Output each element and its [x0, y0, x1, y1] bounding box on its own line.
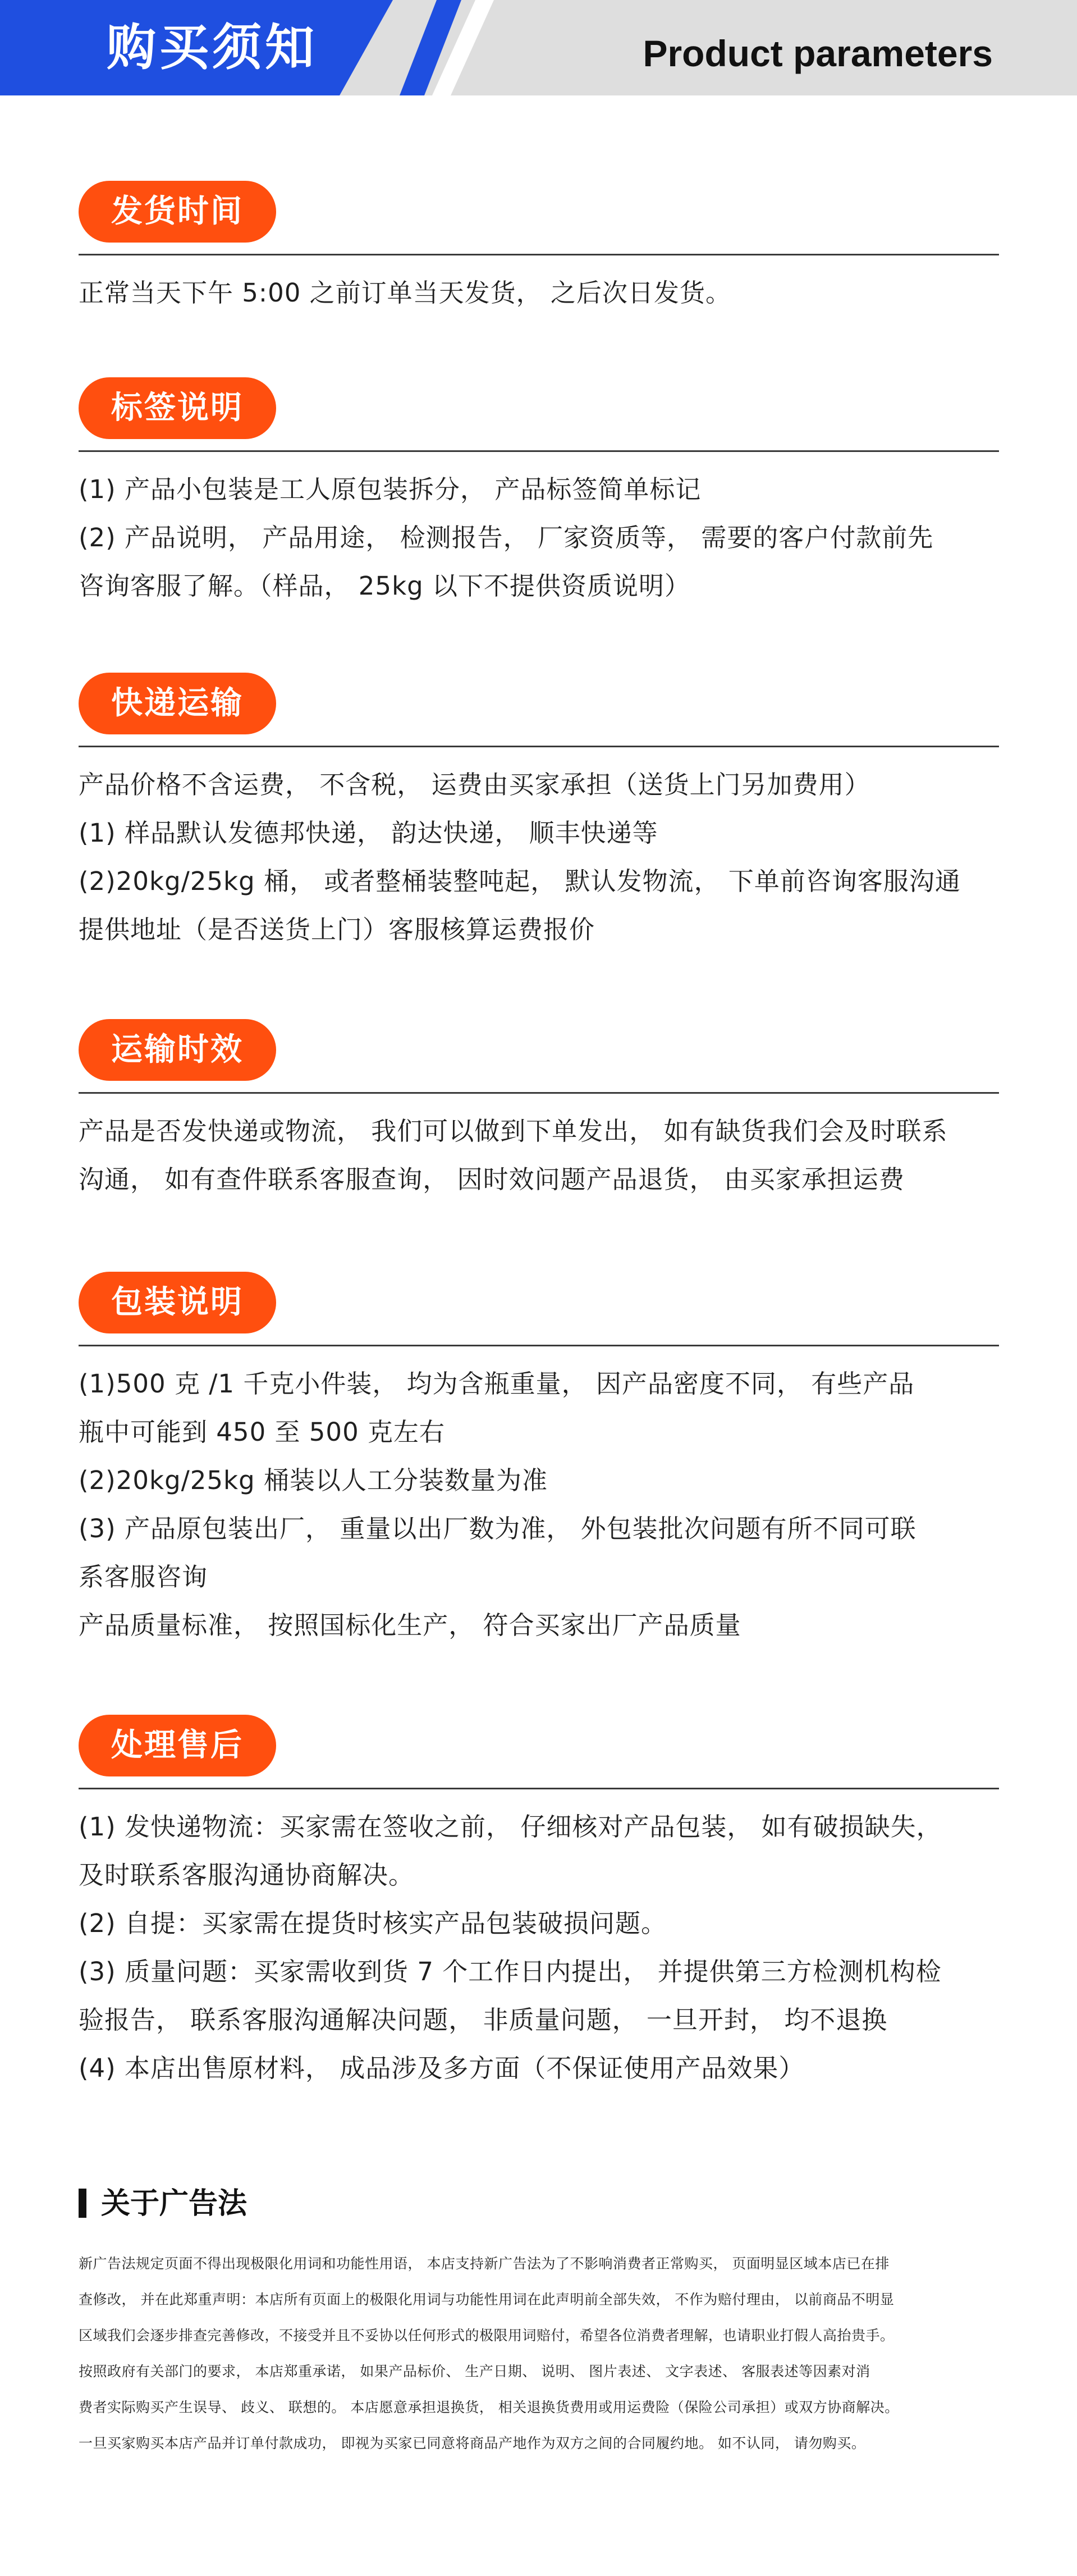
section-text-line: (2)20kg/25kg 桶， 或者整桶装整吨起， 默认发物流， 下单前咨询客服沟通: [79, 866, 961, 896]
section-text-line: (1)500 克 /1 千克小件装， 均为含瓶重量， 因产品密度不同， 有些产品: [79, 1369, 915, 1399]
ad-law-text-line: 一旦买家购买本店产品并订单付款成功， 即视为买家已同意将商品产地作为双方之间的合同履约地。 如不认同， 请勿购买。: [79, 2435, 866, 2451]
ad-law-text-line: 新广告法规定页面不得出现极限化用词和功能性用语， 本店支持新广告法为了不影响消费者正常购买， 页面明显区域本店已在排: [79, 2255, 890, 2272]
section-text-line: 系客服咨询: [79, 1562, 208, 1592]
section-packaging-info: [79, 1272, 999, 1650]
section-divider: [79, 1788, 999, 1789]
page-header: [0, 0, 1077, 95]
section-text-line: 瓶中可能到 450 至 500 克左右: [79, 1417, 445, 1447]
section-title-badge: 发货时间: [79, 181, 276, 243]
ad-law-body: [79, 2246, 1010, 2461]
page-title: 购买须知: [107, 19, 318, 76]
section-text-line: 产品质量标准， 按照国标化生产， 符合买家出厂产品质量: [79, 1610, 741, 1640]
ad-law-text-line: 查修改， 并在此郑重声明：本店所有页面上的极限化用词与功能性用词在此声明前全部失效， 不作为赔付理由， 以前商品不明显: [79, 2291, 895, 2308]
ad-law-notice: [79, 2184, 1010, 2461]
section-title-badge: 包装说明: [79, 1272, 276, 1333]
section-text-line: (1) 产品小包装是工人原包装拆分， 产品标签简单标记: [79, 474, 702, 504]
ad-law-title: 关于广告法: [101, 2187, 248, 2221]
section-text-line: 正常当天下午 5:00 之前订单当天发货， 之后次日发货。: [79, 278, 731, 308]
section-text-line: (3) 质量问题：买家需收到货 7 个工作日内提出， 并提供第三方检测机构检: [79, 1957, 942, 1986]
section-text-line: 沟通， 如有查件联系客服查询， 因时效问题产品退货， 由买家承担运费: [79, 1164, 905, 1194]
section-title-badge: 处理售后: [79, 1715, 276, 1776]
ad-law-text-line: 按照政府有关部门的要求， 本店郑重承诺， 如果产品标价、 生产日期、 说明、 图片表述、 文字表述、 客服表述等因素对消: [79, 2363, 870, 2379]
ad-law-text-line: 区域我们会逐步排查完善修改，不接受并且不妥协以任何形式的极限用词赔付，希望各位消费者理解，也请职业打假人高抬贵手。: [79, 2327, 895, 2344]
section-body: [79, 1803, 999, 2093]
section-text-line: 验报告， 联系客服沟通解决问题， 非质量问题， 一旦开封， 均不退换: [79, 2005, 888, 2035]
section-body: [79, 1107, 999, 1204]
section-text-line: 产品价格不含运费， 不含税， 运费由买家承担（送货上门另加费用）: [79, 770, 870, 800]
section-title-badge: 标签说明: [79, 377, 276, 439]
ad-law-text-line: 费者实际购买产生误导、 歧义、 联想的。 本店愿意承担退换货， 相关退换货费用或用运费险（保险公司承担）或双方协商解决。: [79, 2399, 899, 2415]
section-body: [79, 761, 999, 954]
section-delivery-timeliness: [79, 1019, 999, 1204]
section-text-line: (3) 产品原包装出厂， 重量以出厂数为准， 外包装批次问题有所不同可联: [79, 1514, 916, 1543]
section-shipping-time: [79, 181, 999, 317]
section-divider: [79, 450, 999, 452]
page-subtitle: Product parameters: [643, 33, 993, 74]
section-body: [79, 1360, 999, 1650]
section-text-line: 咨询客服了解。（样品， 25kg 以下不提供资质说明）: [79, 571, 690, 601]
section-text-line: 提供地址（是否送货上门）客服核算运费报价: [79, 915, 595, 944]
section-title-badge: 快递运输: [79, 673, 276, 734]
section-divider: [79, 1092, 999, 1094]
section-label-info: [79, 377, 999, 610]
section-text-line: (4) 本店出售原材料， 成品涉及多方面（不保证使用产品效果）: [79, 2053, 805, 2083]
section-text-line: (2) 产品说明， 产品用途， 检测报告， 厂家资质等， 需要的客户付款前先: [79, 523, 934, 552]
section-text-line: (2) 自提：买家需在提货时核实产品包装破损问题。: [79, 1908, 667, 1938]
section-divider: [79, 746, 999, 747]
section-express-delivery: [79, 673, 999, 954]
section-text-line: (1) 发快递物流：买家需在签收之前， 仔细核对产品包装， 如有破损缺失，: [79, 1812, 942, 1842]
section-text-line: (2)20kg/25kg 桶装以人工分装数量为准: [79, 1465, 548, 1495]
section-divider: [79, 254, 999, 255]
heading-bar-icon: [79, 2189, 86, 2218]
ad-law-heading: [79, 2184, 1010, 2223]
section-text-line: 及时联系客服沟通协商解决。: [79, 1860, 415, 1890]
section-after-sales: [79, 1715, 999, 2093]
section-divider: [79, 1345, 999, 1346]
section-body: [79, 465, 999, 610]
section-body: [79, 269, 999, 317]
section-title-badge: 运输时效: [79, 1019, 276, 1081]
section-text-line: (1) 样品默认发德邦快递， 韵达快递， 顺丰快递等: [79, 818, 658, 848]
section-text-line: 产品是否发快递或物流， 我们可以做到下单发出， 如有缺货我们会及时联系: [79, 1116, 948, 1146]
